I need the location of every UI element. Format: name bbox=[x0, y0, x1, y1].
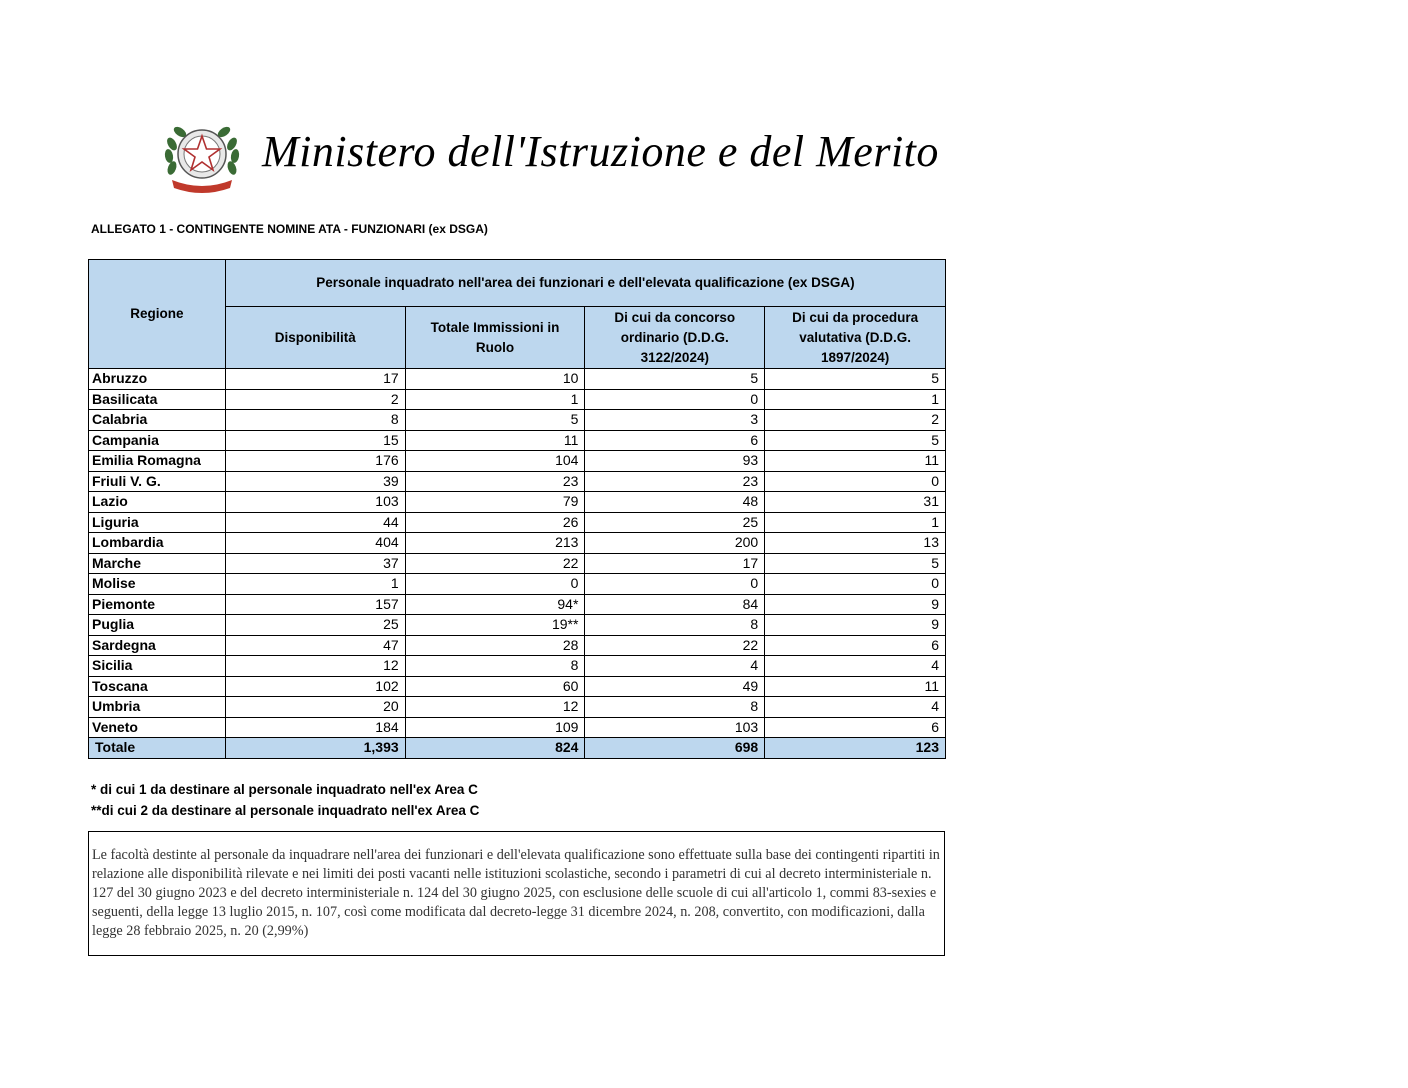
value-cell: 824 bbox=[405, 738, 585, 759]
value-cell: 37 bbox=[225, 553, 405, 574]
value-cell: 3 bbox=[585, 410, 765, 431]
value-cell: 5 bbox=[405, 410, 585, 431]
region-cell: Sardegna bbox=[89, 635, 226, 656]
region-cell: Toscana bbox=[89, 676, 226, 697]
value-cell: 0 bbox=[585, 574, 765, 595]
footnote-2: **di cui 2 da destinare al personale inquadrato nell'ex Area C bbox=[91, 802, 480, 818]
value-cell: 5 bbox=[765, 553, 946, 574]
table-row bbox=[89, 615, 946, 636]
value-cell: 5 bbox=[585, 369, 765, 390]
region-cell: Basilicata bbox=[89, 389, 226, 410]
value-cell: 93 bbox=[585, 451, 765, 472]
region-cell: Puglia bbox=[89, 615, 226, 636]
header-concorso-ordinario: Di cui da concorso ordinario (D.D.G. 3122/2024) bbox=[585, 307, 765, 369]
value-cell: 5 bbox=[765, 369, 946, 390]
value-cell: 9 bbox=[765, 615, 946, 636]
header-disponibilita: Disponibilità bbox=[225, 307, 405, 369]
value-cell: 79 bbox=[405, 492, 585, 513]
region-cell: Piemonte bbox=[89, 594, 226, 615]
table-row bbox=[89, 553, 946, 574]
value-cell: 94* bbox=[405, 594, 585, 615]
value-cell: 5 bbox=[765, 430, 946, 451]
value-cell: 20 bbox=[225, 697, 405, 718]
value-cell: 1 bbox=[765, 512, 946, 533]
value-cell: 39 bbox=[225, 471, 405, 492]
header-procedura-valutativa: Di cui da procedura valutativa (D.D.G. 1897/2024) bbox=[765, 307, 946, 369]
table-row bbox=[89, 533, 946, 554]
value-cell: 26 bbox=[405, 512, 585, 533]
table-row bbox=[89, 389, 946, 410]
value-cell: 17 bbox=[585, 553, 765, 574]
value-cell: 1 bbox=[405, 389, 585, 410]
region-cell: Liguria bbox=[89, 512, 226, 533]
region-cell: Friuli V. G. bbox=[89, 471, 226, 492]
footnote-1: * di cui 1 da destinare al personale inquadrato nell'ex Area C bbox=[91, 782, 478, 797]
region-cell: Lombardia bbox=[89, 533, 226, 554]
value-cell: 0 bbox=[765, 574, 946, 595]
value-cell: 104 bbox=[405, 451, 585, 472]
value-cell: 6 bbox=[765, 717, 946, 738]
value-cell: 2 bbox=[765, 410, 946, 431]
table-row bbox=[89, 656, 946, 677]
table-row bbox=[89, 512, 946, 533]
value-cell: 11 bbox=[765, 451, 946, 472]
value-cell: 213 bbox=[405, 533, 585, 554]
value-cell: 28 bbox=[405, 635, 585, 656]
value-cell: 15 bbox=[225, 430, 405, 451]
value-cell: 17 bbox=[225, 369, 405, 390]
italian-republic-emblem-icon bbox=[162, 114, 242, 194]
value-cell: 6 bbox=[585, 430, 765, 451]
value-cell: 8 bbox=[585, 697, 765, 718]
legal-note: Le facoltà destinte al personale da inquadrare nell'area dei funzionari e dell'elevata qualificazione sono effettuate sulla base dei contingenti ripartiti in relazione alle disponibilità rilevate e nei limiti dei posti vacanti nelle istituzioni scolastiche, secondo i parametri di cui al decreto interministeriale n. 127 del 30 giugno 2023 e del decreto interministeriale n. 124 del 30 giugno 2025, con esclusione delle scuole di cui all'articolo 1, commi 83-sexies e seguenti, della legge 13 luglio 2015, n. 107, così come modificata dal decreto-legge 31 dicembre 2024, n. 208, convertito, con modificazioni, dalla legge 28 febbraio 2025, n. 20 (2,99%) bbox=[88, 831, 945, 956]
table-row bbox=[89, 697, 946, 718]
value-cell: 84 bbox=[585, 594, 765, 615]
header-region: Regione bbox=[89, 260, 226, 369]
value-cell: 12 bbox=[405, 697, 585, 718]
region-cell: Sicilia bbox=[89, 656, 226, 677]
value-cell: 9 bbox=[765, 594, 946, 615]
table-row bbox=[89, 451, 946, 472]
value-cell: 13 bbox=[765, 533, 946, 554]
value-cell: 123 bbox=[765, 738, 946, 759]
footnotes bbox=[91, 780, 479, 821]
region-cell: Totale bbox=[89, 738, 226, 759]
value-cell: 200 bbox=[585, 533, 765, 554]
document-title: ALLEGATO 1 - CONTINGENTE NOMINE ATA - FUNZIONARI (ex DSGA) bbox=[91, 222, 488, 236]
value-cell: 23 bbox=[585, 471, 765, 492]
region-cell: Abruzzo bbox=[89, 369, 226, 390]
region-cell: Umbria bbox=[89, 697, 226, 718]
table-row bbox=[89, 738, 946, 759]
table-row bbox=[89, 594, 946, 615]
value-cell: 8 bbox=[405, 656, 585, 677]
value-cell: 8 bbox=[225, 410, 405, 431]
value-cell: 22 bbox=[405, 553, 585, 574]
table-row bbox=[89, 717, 946, 738]
value-cell: 12 bbox=[225, 656, 405, 677]
table-row bbox=[89, 676, 946, 697]
value-cell: 109 bbox=[405, 717, 585, 738]
value-cell: 31 bbox=[765, 492, 946, 513]
value-cell: 157 bbox=[225, 594, 405, 615]
value-cell: 176 bbox=[225, 451, 405, 472]
value-cell: 11 bbox=[405, 430, 585, 451]
header-group: Personale inquadrato nell'area dei funzionari e dell'elevata qualificazione (ex DSGA) bbox=[225, 260, 945, 307]
value-cell: 19** bbox=[405, 615, 585, 636]
value-cell: 4 bbox=[765, 656, 946, 677]
value-cell: 1 bbox=[765, 389, 946, 410]
table-row bbox=[89, 635, 946, 656]
value-cell: 25 bbox=[585, 512, 765, 533]
value-cell: 1 bbox=[225, 574, 405, 595]
value-cell: 103 bbox=[225, 492, 405, 513]
value-cell: 49 bbox=[585, 676, 765, 697]
header-totale-immissioni: Totale Immissioni in Ruolo bbox=[405, 307, 585, 369]
value-cell: 0 bbox=[585, 389, 765, 410]
value-cell: 11 bbox=[765, 676, 946, 697]
value-cell: 10 bbox=[405, 369, 585, 390]
value-cell: 22 bbox=[585, 635, 765, 656]
value-cell: 103 bbox=[585, 717, 765, 738]
value-cell: 184 bbox=[225, 717, 405, 738]
value-cell: 6 bbox=[765, 635, 946, 656]
table-row bbox=[89, 471, 946, 492]
table-row bbox=[89, 574, 946, 595]
value-cell: 8 bbox=[585, 615, 765, 636]
region-cell: Veneto bbox=[89, 717, 226, 738]
value-cell: 48 bbox=[585, 492, 765, 513]
table-row bbox=[89, 430, 946, 451]
value-cell: 0 bbox=[765, 471, 946, 492]
value-cell: 2 bbox=[225, 389, 405, 410]
value-cell: 4 bbox=[585, 656, 765, 677]
value-cell: 4 bbox=[765, 697, 946, 718]
value-cell: 0 bbox=[405, 574, 585, 595]
table-row bbox=[89, 410, 946, 431]
value-cell: 404 bbox=[225, 533, 405, 554]
region-cell: Calabria bbox=[89, 410, 226, 431]
value-cell: 25 bbox=[225, 615, 405, 636]
value-cell: 47 bbox=[225, 635, 405, 656]
contingent-table bbox=[88, 259, 946, 759]
value-cell: 1,393 bbox=[225, 738, 405, 759]
table-row bbox=[89, 492, 946, 513]
value-cell: 44 bbox=[225, 512, 405, 533]
value-cell: 60 bbox=[405, 676, 585, 697]
value-cell: 23 bbox=[405, 471, 585, 492]
ministry-name: Ministero dell'Istruzione e del Merito bbox=[262, 127, 939, 176]
region-cell: Lazio bbox=[89, 492, 226, 513]
region-cell: Campania bbox=[89, 430, 226, 451]
region-cell: Molise bbox=[89, 574, 226, 595]
value-cell: 102 bbox=[225, 676, 405, 697]
region-cell: Marche bbox=[89, 553, 226, 574]
value-cell: 698 bbox=[585, 738, 765, 759]
region-cell: Emilia Romagna bbox=[89, 451, 226, 472]
table-row bbox=[89, 369, 946, 390]
